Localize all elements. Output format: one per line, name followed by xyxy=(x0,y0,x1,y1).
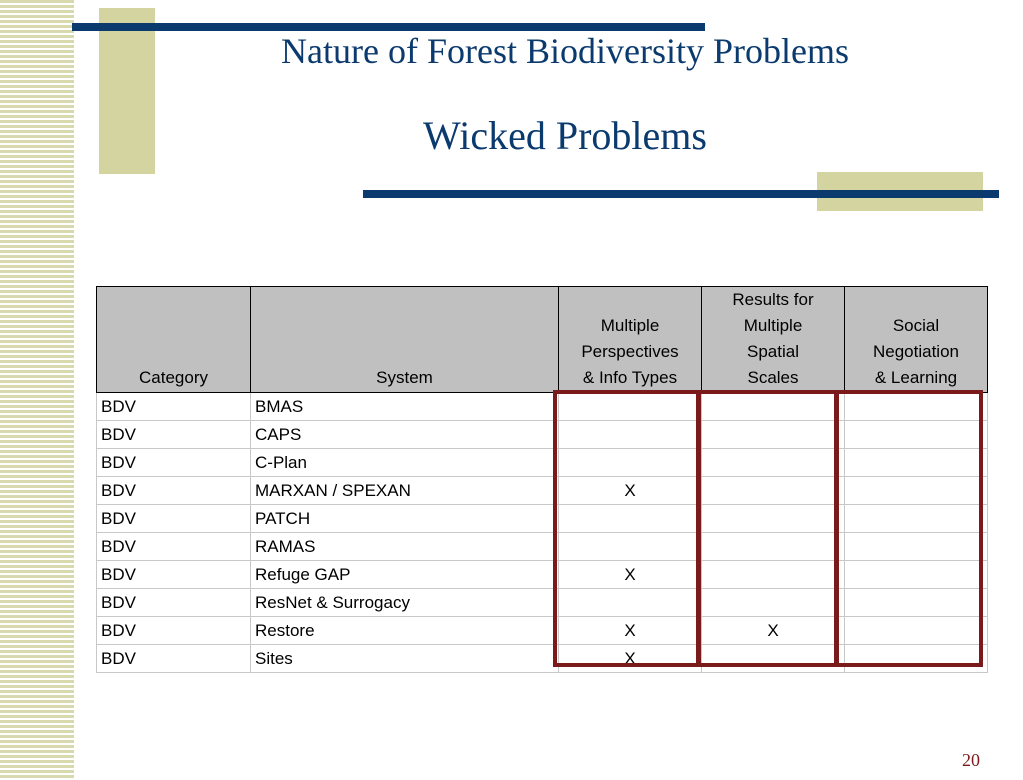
cell-category: BDV xyxy=(97,421,251,449)
cell-category: BDV xyxy=(97,449,251,477)
header-category: Category xyxy=(97,287,251,393)
header-system: System xyxy=(251,287,559,393)
cell-system: C-Plan xyxy=(251,449,559,477)
highlight-box-perspectives xyxy=(553,390,700,667)
page-number: 20 xyxy=(962,750,980,770)
decorative-stripes xyxy=(0,0,74,780)
cell-category: BDV xyxy=(97,589,251,617)
cell-multiple-perspectives: X xyxy=(559,617,702,645)
header-results-spatial-scales: Results for Multiple Spatial Scales xyxy=(702,287,845,393)
cell-multiple-perspectives: X xyxy=(559,645,702,673)
cell-system: ResNet & Surrogacy xyxy=(251,589,559,617)
cell-system: Sites xyxy=(251,645,559,673)
table-header-row xyxy=(97,287,988,393)
cell-category: BDV xyxy=(97,617,251,645)
cell-multiple-perspectives: X xyxy=(559,561,702,589)
cell-system: RAMAS xyxy=(251,533,559,561)
slide-subtitle: Wicked Problems xyxy=(423,113,707,158)
cell-system: Restore xyxy=(251,617,559,645)
cell-category: BDV xyxy=(97,561,251,589)
decorative-bar-bottom xyxy=(363,190,999,198)
slide-title: Nature of Forest Biodiversity Problems xyxy=(281,31,849,71)
cell-system: PATCH xyxy=(251,505,559,533)
cell-category: BDV xyxy=(97,477,251,505)
header-social-negotiation: Social Negotiation & Learning xyxy=(845,287,988,393)
cell-category: BDV xyxy=(97,645,251,673)
cell-category: BDV xyxy=(97,505,251,533)
cell-results-spatial: X xyxy=(702,617,845,645)
cell-multiple-perspectives: X xyxy=(559,477,702,505)
cell-system: MARXAN / SPEXAN xyxy=(251,477,559,505)
cell-system: CAPS xyxy=(251,421,559,449)
highlight-box-social xyxy=(835,390,983,667)
header-multiple-perspectives: Multiple Perspectives & Info Types xyxy=(559,287,702,393)
highlight-box-spatial xyxy=(697,390,838,667)
cell-system: Refuge GAP xyxy=(251,561,559,589)
decorative-block-top xyxy=(99,8,155,174)
cell-category: BDV xyxy=(97,393,251,421)
cell-system: BMAS xyxy=(251,393,559,421)
cell-category: BDV xyxy=(97,533,251,561)
